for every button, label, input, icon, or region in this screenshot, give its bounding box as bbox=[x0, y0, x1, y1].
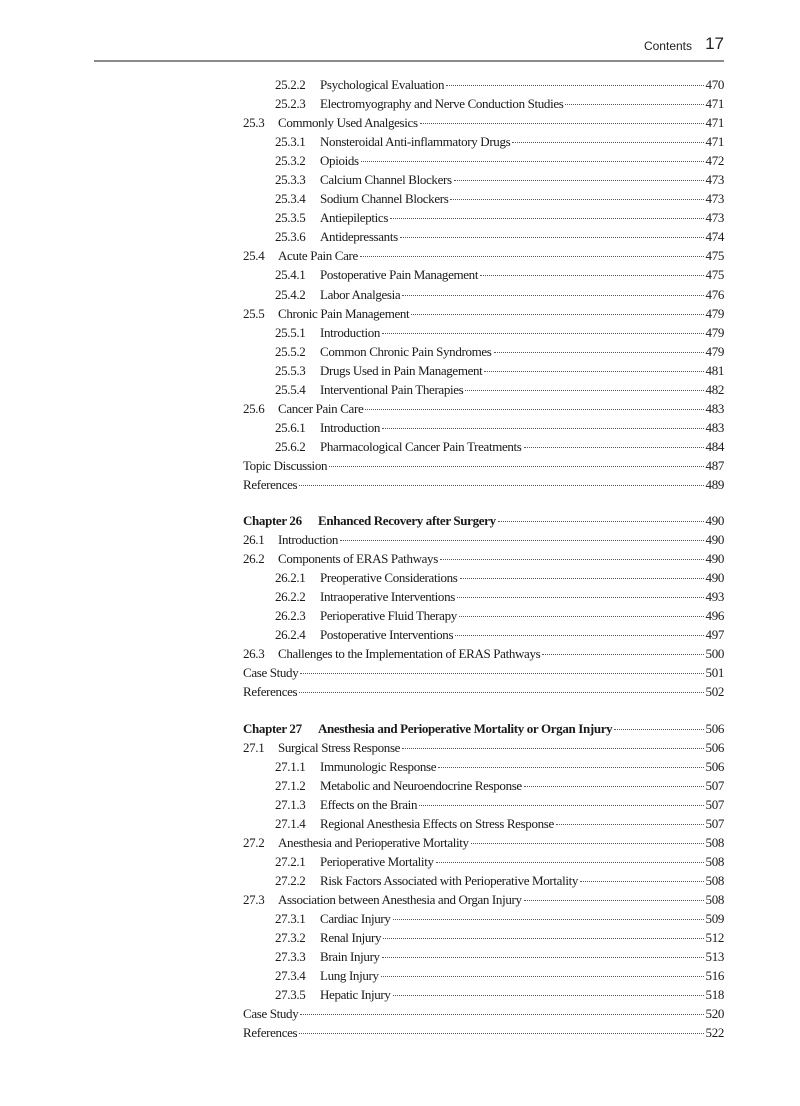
entry-number: 25.4.1 bbox=[275, 267, 306, 283]
dot-leader bbox=[299, 1033, 703, 1034]
toc-entry bbox=[243, 873, 724, 892]
entry-page: 487 bbox=[705, 457, 724, 473]
toc-entry bbox=[243, 134, 724, 153]
entry-title: Antidepressants bbox=[320, 229, 398, 245]
toc-entry bbox=[243, 968, 724, 987]
entry-number: 27.3.2 bbox=[275, 930, 306, 946]
entry-number: 26.2 bbox=[243, 551, 265, 567]
entry-number: 25.6.2 bbox=[275, 438, 306, 454]
entry-number: 25.2.3 bbox=[275, 96, 306, 112]
entry-page: 508 bbox=[705, 853, 724, 869]
entry-number: 25.5.3 bbox=[275, 362, 306, 378]
entry-title: Brain Injury bbox=[320, 949, 380, 965]
entry-page: 512 bbox=[705, 930, 724, 946]
entry-number: 25.3.6 bbox=[275, 229, 306, 245]
dot-leader bbox=[459, 616, 704, 617]
entry-title: Pharmacological Cancer Pain Treatments bbox=[320, 438, 522, 454]
entry-number: 25.3 bbox=[243, 115, 265, 131]
entry-title: Nonsteroidal Anti-inflammatory Drugs bbox=[320, 134, 511, 150]
entry-title: Anesthesia and Perioperative Mortality bbox=[278, 834, 469, 850]
toc-entry bbox=[243, 570, 724, 589]
entry-page: 506 bbox=[705, 739, 724, 755]
entry-title: Renal Injury bbox=[320, 930, 382, 946]
entry-title: Effects on the Brain bbox=[320, 796, 418, 812]
entry-title: Topic Discussion bbox=[243, 457, 328, 473]
entry-number: 27.1.2 bbox=[275, 777, 306, 793]
entry-number: 27.2 bbox=[243, 834, 265, 850]
entry-page: 509 bbox=[705, 910, 724, 926]
entry-title: Enhanced Recovery after Surgery bbox=[318, 513, 496, 529]
entry-page: 507 bbox=[705, 777, 724, 793]
dot-leader bbox=[556, 824, 704, 825]
entry-number: 26.2.3 bbox=[275, 608, 306, 624]
entry-title: Surgical Stress Response bbox=[278, 739, 401, 755]
header-page-number: 17 bbox=[705, 34, 724, 53]
toc-entry bbox=[243, 892, 724, 911]
toc-entry bbox=[243, 778, 724, 797]
entry-page: 481 bbox=[705, 362, 724, 378]
dot-leader bbox=[382, 333, 703, 334]
dot-leader bbox=[393, 919, 704, 920]
entry-title: Antiepileptics bbox=[320, 210, 389, 226]
entry-title: Metabolic and Neuroendocrine Response bbox=[320, 777, 522, 793]
dot-leader bbox=[454, 180, 704, 181]
entry-number: 25.5.4 bbox=[275, 381, 306, 397]
toc-entry bbox=[243, 551, 724, 570]
entry-page: 500 bbox=[705, 646, 724, 662]
dot-leader bbox=[498, 521, 704, 522]
toc-entry bbox=[243, 532, 724, 551]
entry-number: 27.1.4 bbox=[275, 815, 306, 831]
entry-page: 473 bbox=[705, 172, 724, 188]
entry-page: 479 bbox=[705, 305, 724, 321]
entry-page: 507 bbox=[705, 815, 724, 831]
entry-title: Sodium Channel Blockers bbox=[320, 191, 449, 207]
entry-title: Drugs Used in Pain Management bbox=[320, 362, 483, 378]
entry-title: Immunologic Response bbox=[320, 758, 437, 774]
toc-entry bbox=[243, 287, 724, 306]
toc-entry bbox=[243, 949, 724, 968]
entry-page: 513 bbox=[705, 949, 724, 965]
dot-leader bbox=[329, 466, 703, 467]
dot-leader bbox=[524, 786, 704, 787]
toc-entry bbox=[243, 115, 724, 134]
toc-entry bbox=[243, 646, 724, 665]
entry-number: 25.6 bbox=[243, 400, 265, 416]
dot-leader bbox=[400, 237, 704, 238]
toc-entry bbox=[243, 589, 724, 608]
toc-entry bbox=[243, 930, 724, 949]
entry-number: 25.2.2 bbox=[275, 77, 306, 92]
entry-title: Introduction bbox=[320, 324, 381, 340]
entry-number: 26.2.2 bbox=[275, 589, 306, 605]
entry-title: Introduction bbox=[278, 532, 339, 548]
entry-page: 516 bbox=[705, 968, 724, 984]
dot-leader bbox=[460, 578, 704, 579]
dot-leader bbox=[471, 843, 704, 844]
dot-leader bbox=[524, 447, 704, 448]
entry-page: 473 bbox=[705, 210, 724, 226]
entry-page: 482 bbox=[705, 381, 724, 397]
entry-page: 483 bbox=[705, 400, 724, 416]
entry-page: 471 bbox=[705, 96, 724, 112]
entry-number: 26.1 bbox=[243, 532, 265, 548]
entry-page: 508 bbox=[705, 872, 724, 888]
dot-leader bbox=[420, 123, 704, 124]
toc-entry bbox=[243, 191, 724, 210]
toc-entry bbox=[243, 382, 724, 401]
entry-page: 475 bbox=[705, 267, 724, 283]
dot-leader bbox=[361, 161, 704, 162]
dot-leader bbox=[465, 390, 703, 391]
toc-entry bbox=[243, 759, 724, 778]
dot-leader bbox=[300, 673, 703, 674]
toc-entry bbox=[243, 439, 724, 458]
entry-title: Cancer Pain Care bbox=[278, 400, 364, 416]
entry-title: Postoperative Pain Management bbox=[320, 267, 479, 283]
toc-entry bbox=[243, 458, 724, 477]
dot-leader bbox=[383, 938, 703, 939]
dot-leader bbox=[614, 729, 703, 730]
entry-page: 490 bbox=[705, 551, 724, 567]
entry-number: 27.3 bbox=[243, 891, 265, 907]
entry-page: 470 bbox=[705, 77, 724, 92]
entry-number: 25.4.2 bbox=[275, 286, 306, 302]
dot-leader bbox=[393, 995, 704, 996]
entry-number: 25.5.1 bbox=[275, 324, 306, 340]
entry-page: 476 bbox=[705, 286, 724, 302]
toc-entry bbox=[243, 306, 724, 325]
entry-number: 25.3.2 bbox=[275, 153, 306, 169]
entry-title: Case Study bbox=[243, 1006, 299, 1022]
entry-title: Risk Factors Associated with Perioperative Mortality bbox=[320, 872, 579, 888]
entry-title: Hepatic Injury bbox=[320, 987, 391, 1003]
entry-title: Calcium Channel Blockers bbox=[320, 172, 452, 188]
entry-page: 472 bbox=[705, 153, 724, 169]
toc-entry bbox=[243, 911, 724, 930]
dot-leader bbox=[402, 295, 703, 296]
entry-title: References bbox=[243, 1025, 298, 1041]
entry-page: 493 bbox=[705, 589, 724, 605]
entry-title: Perioperative Fluid Therapy bbox=[320, 608, 457, 624]
dot-leader bbox=[419, 805, 703, 806]
toc-entry bbox=[243, 835, 724, 854]
toc-entry bbox=[243, 854, 724, 873]
entry-title: Electromyography and Nerve Conduction Studies bbox=[320, 96, 564, 112]
toc-entry bbox=[243, 477, 724, 496]
dot-leader bbox=[390, 218, 704, 219]
dot-leader bbox=[340, 540, 703, 541]
entry-title: Intraoperative Interventions bbox=[320, 589, 455, 605]
entry-page: 474 bbox=[705, 229, 724, 245]
toc-entry bbox=[243, 816, 724, 835]
entry-page: 489 bbox=[705, 476, 724, 492]
entry-page: 490 bbox=[705, 532, 724, 548]
entry-title: References bbox=[243, 476, 298, 492]
toc-entry bbox=[243, 153, 724, 172]
entry-title: Interventional Pain Therapies bbox=[320, 381, 464, 397]
entry-number: 27.3.3 bbox=[275, 949, 306, 965]
toc-entry bbox=[243, 608, 724, 627]
dot-leader bbox=[446, 85, 703, 86]
toc-entry bbox=[243, 627, 724, 646]
toc-entry bbox=[243, 1025, 724, 1044]
entry-page: 471 bbox=[705, 134, 724, 150]
entry-page: 483 bbox=[705, 419, 724, 435]
entry-title: Anesthesia and Perioperative Mortality or Organ Injury bbox=[318, 720, 613, 736]
toc-entry bbox=[243, 325, 724, 344]
entry-title: Association between Anesthesia and Organ Injury bbox=[278, 891, 522, 907]
entry-title: Chronic Pain Management bbox=[278, 305, 410, 321]
entry-page: 471 bbox=[705, 115, 724, 131]
toc-entry bbox=[243, 229, 724, 248]
toc-entry bbox=[243, 740, 724, 759]
entry-number: 25.3.1 bbox=[275, 134, 306, 150]
entry-page: 520 bbox=[705, 1006, 724, 1022]
entry-number: 27.3.4 bbox=[275, 968, 306, 984]
toc-entry bbox=[243, 1006, 724, 1025]
dot-leader bbox=[436, 862, 704, 863]
dot-leader bbox=[300, 1014, 703, 1015]
dot-leader bbox=[365, 409, 703, 410]
running-header bbox=[94, 34, 724, 62]
entry-page: 490 bbox=[705, 513, 724, 529]
dot-leader bbox=[381, 976, 704, 977]
entry-number: 25.5.2 bbox=[275, 343, 306, 359]
dot-leader bbox=[542, 654, 703, 655]
entry-title: Challenges to the Implementation of ERAS Pathways bbox=[278, 646, 541, 662]
header-label: Contents bbox=[643, 39, 692, 53]
entry-title: Introduction bbox=[320, 419, 381, 435]
entry-page: 475 bbox=[705, 248, 724, 264]
entry-number: 27.1 bbox=[243, 739, 265, 755]
entry-number: 26.2.1 bbox=[275, 570, 306, 586]
dot-leader bbox=[440, 559, 704, 560]
dot-leader bbox=[382, 428, 703, 429]
toc-entry bbox=[243, 96, 724, 115]
entry-number: 26.3 bbox=[243, 646, 265, 662]
dot-leader bbox=[494, 352, 704, 353]
dot-leader bbox=[580, 881, 704, 882]
entry-title: Acute Pain Care bbox=[278, 248, 358, 264]
dot-leader bbox=[512, 142, 703, 143]
entry-page: 506 bbox=[705, 720, 724, 736]
entry-number: 25.3.4 bbox=[275, 191, 306, 207]
entry-number: Chapter 26 bbox=[243, 513, 302, 529]
entry-title: Common Chronic Pain Syndromes bbox=[320, 343, 492, 359]
dot-leader bbox=[382, 957, 704, 958]
entry-page: 508 bbox=[705, 834, 724, 850]
entry-number: 25.6.1 bbox=[275, 419, 306, 435]
dot-leader bbox=[450, 199, 703, 200]
entry-page: 479 bbox=[705, 343, 724, 359]
entry-number: 25.5 bbox=[243, 305, 265, 321]
toc-entry bbox=[243, 987, 724, 1006]
toc-entry bbox=[243, 797, 724, 816]
dot-leader bbox=[455, 635, 703, 636]
entry-number: 25.4 bbox=[243, 248, 265, 264]
entry-title: Lung Injury bbox=[320, 968, 379, 984]
entry-title: Perioperative Mortality bbox=[320, 853, 434, 869]
toc-entry bbox=[243, 248, 724, 267]
entry-number: 25.3.3 bbox=[275, 172, 306, 188]
toc-entry bbox=[243, 401, 724, 420]
entry-page: 507 bbox=[705, 796, 724, 812]
entry-page: 501 bbox=[705, 665, 724, 681]
toc-entry bbox=[243, 665, 724, 684]
dot-leader bbox=[299, 485, 703, 486]
entry-page: 473 bbox=[705, 191, 724, 207]
entry-page: 506 bbox=[705, 758, 724, 774]
entry-title: Regional Anesthesia Effects on Stress Response bbox=[320, 815, 554, 831]
entry-title: Commonly Used Analgesics bbox=[278, 115, 418, 131]
dot-leader bbox=[360, 256, 704, 257]
dot-leader bbox=[480, 275, 703, 276]
toc-entry bbox=[243, 77, 724, 96]
entry-title: Labor Analgesia bbox=[320, 286, 401, 302]
toc-entry bbox=[243, 363, 724, 382]
entry-page: 496 bbox=[705, 608, 724, 624]
entry-number: 26.2.4 bbox=[275, 627, 306, 643]
entry-title: Postoperative Interventions bbox=[320, 627, 454, 643]
entry-title: Cardiac Injury bbox=[320, 910, 391, 926]
toc-entry bbox=[243, 684, 724, 703]
toc-entry bbox=[243, 344, 724, 363]
dot-leader bbox=[565, 104, 703, 105]
entry-number: 27.2.1 bbox=[275, 853, 306, 869]
entry-number: Chapter 27 bbox=[243, 720, 302, 736]
dot-leader bbox=[402, 748, 703, 749]
dot-leader bbox=[484, 371, 703, 372]
entry-number: 27.3.1 bbox=[275, 910, 306, 926]
entry-number: 27.2.2 bbox=[275, 872, 306, 888]
dot-leader bbox=[299, 692, 703, 693]
toc-entry bbox=[243, 210, 724, 229]
entry-title: Opioids bbox=[320, 153, 359, 169]
table-of-contents bbox=[243, 77, 724, 1044]
entry-page: 497 bbox=[705, 627, 724, 643]
entry-title: Case Study bbox=[243, 665, 299, 681]
toc-entry bbox=[243, 420, 724, 439]
entry-page: 484 bbox=[705, 438, 724, 454]
dot-leader bbox=[457, 597, 704, 598]
dot-leader bbox=[524, 900, 704, 901]
entry-title: Components of ERAS Pathways bbox=[278, 551, 438, 567]
entry-title: References bbox=[243, 684, 298, 700]
entry-title: Preoperative Considerations bbox=[320, 570, 458, 586]
entry-page: 490 bbox=[705, 570, 724, 586]
entry-page: 522 bbox=[705, 1025, 724, 1041]
entry-number: 27.1.1 bbox=[275, 758, 306, 774]
toc-entry bbox=[243, 267, 724, 286]
entry-page: 508 bbox=[705, 891, 724, 907]
entry-number: 25.3.5 bbox=[275, 210, 306, 226]
toc-chapter-entry bbox=[243, 721, 724, 740]
entry-page: 479 bbox=[705, 324, 724, 340]
toc-chapter-entry bbox=[243, 513, 724, 532]
dot-leader bbox=[438, 767, 703, 768]
entry-number: 27.1.3 bbox=[275, 796, 306, 812]
entry-number: 27.3.5 bbox=[275, 987, 306, 1003]
entry-page: 502 bbox=[705, 684, 724, 700]
toc-entry bbox=[243, 172, 724, 191]
entry-page: 518 bbox=[705, 987, 724, 1003]
dot-leader bbox=[411, 314, 703, 315]
entry-title: Psychological Evaluation bbox=[320, 77, 445, 92]
